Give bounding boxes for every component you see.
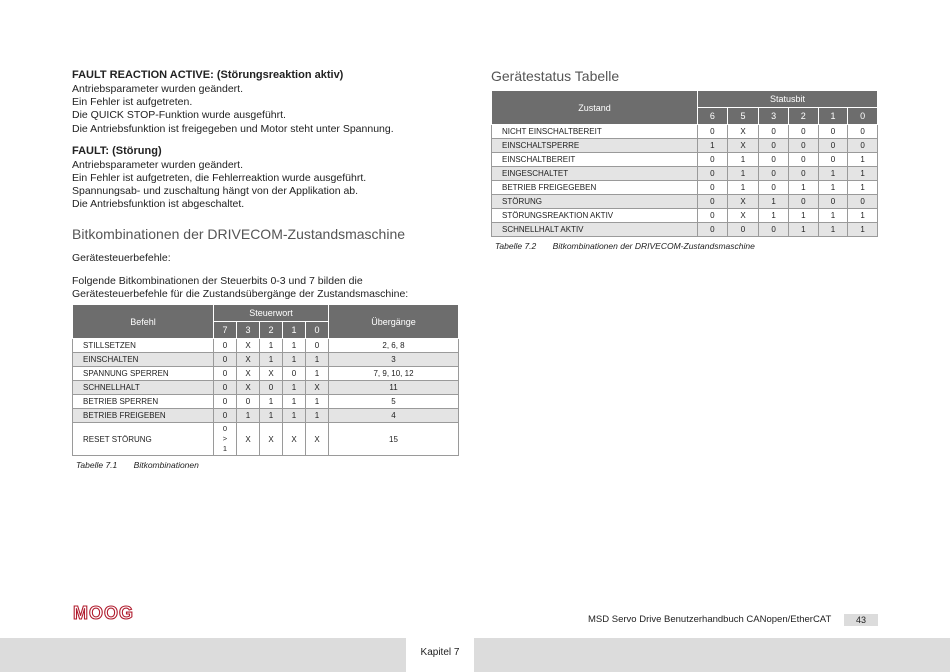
col-zustand: Zustand [492,91,698,125]
left-column [72,68,459,470]
bit-header: 2 [260,322,283,339]
bit-cell: 0 [788,125,818,139]
bit-cell: X [237,367,260,381]
bit-cell: 1 [306,409,329,423]
bit-cell: X [283,423,306,456]
bit-cell: 1 [698,139,728,153]
fault-line: Ein Fehler ist aufgetreten, die Fehlerreaktion wurde ausgeführt. [72,172,367,185]
fault-reaction-line: Ein Fehler ist aufgetreten. [72,96,193,109]
bit-cell: X [727,139,759,153]
bit-cell: 1 [759,209,789,223]
bit-header: 7 [214,322,237,339]
bit-cell: 0 [818,139,848,153]
state-cell: NICHT EINSCHALTBEREIT [492,125,698,139]
moog-logo-mark [73,604,157,622]
status-table [491,90,878,237]
bit-section-body: Folgende Bitkombinationen der Steuerbits 0-3 und 7 bilden die Gerätesteuerbefehle für die Zustandsübergänge der Zustandsmaschine: [72,274,409,301]
bit-cell: 0 [788,167,818,181]
bit-cell-stacked [214,423,237,456]
bit-cell: 1 [727,153,759,167]
bit-header: 6 [698,108,728,125]
bit-cell: 1 [848,181,878,195]
table-row [73,409,459,423]
table-caption [495,241,878,251]
footer-bar [0,638,950,672]
state-cell: BETRIEB FREIGEGEBEN [492,181,698,195]
bit-header: 3 [759,108,789,125]
chapter-tab: Kapitel 7 [406,638,474,672]
bit-cell: 0 [698,223,728,237]
bit-cell: 1 [283,409,306,423]
bit-cell: 1 [848,209,878,223]
transition-cell: 15 [329,423,459,456]
bit-header: 3 [237,322,260,339]
command-cell: BETRIEB FREIGEBEN [73,409,214,423]
bit-cell: 0 [759,153,789,167]
transition-cell: 3 [329,353,459,367]
table-row [492,223,878,237]
bit-cell: 1 [818,209,848,223]
table-row [492,125,878,139]
bit-cell: 1 [260,395,283,409]
table-row [73,367,459,381]
state-cell: EINSCHALTBEREIT [492,153,698,167]
bit-cell: 0 [788,153,818,167]
page-number: 43 [844,614,878,626]
bit-cell: X [260,367,283,381]
bit-cell: X [237,353,260,367]
bit-cell: 0 [818,195,848,209]
transition-cell: 5 [329,395,459,409]
table-row [73,423,459,456]
bit-header: 2 [788,108,818,125]
bit-cell: 1 [237,409,260,423]
bit-cell: 0 [698,125,728,139]
table-caption [76,460,459,470]
bit-cell: 0 [759,223,789,237]
transition-cell: 11 [329,381,459,395]
bit-cell: X [727,125,759,139]
state-cell: SCHNELLHALT AKTIV [492,223,698,237]
table-row [73,395,459,409]
moog-logo [73,604,157,627]
bit-cell: 1 [306,367,329,381]
control-word-table [72,304,459,456]
bit-cell: 1 [818,167,848,181]
table-row [492,209,878,223]
bit-cell: 1 [848,153,878,167]
bit-header: 0 [306,322,329,339]
state-cell: EINSCHALTSPERRE [492,139,698,153]
col-steuerwort: Steuerwort [214,305,329,322]
bit-cell: 0 [214,339,237,353]
bit-cell: 1 [788,209,818,223]
col-uebergaenge: Übergänge [329,305,459,339]
bit-cell: 0 [759,139,789,153]
fault-block [72,144,459,212]
table-row [73,339,459,353]
bit-cell: 0 [848,195,878,209]
bit-cell: 0 [818,125,848,139]
stacked-value: 1 [222,444,228,454]
command-cell: RESET STÖRUNG [73,423,214,456]
state-cell: EINGESCHALTET [492,167,698,181]
bit-header: 1 [818,108,848,125]
caption-number: Tabelle 7.2 [495,241,537,251]
state-cell: STÖRUNGSREAKTION AKTIV [492,209,698,223]
bit-cell: 0 [698,195,728,209]
bit-cell: 1 [759,195,789,209]
transition-cell: 4 [329,409,459,423]
table-row [492,195,878,209]
command-cell: STILLSETZEN [73,339,214,353]
bit-cell: 0 [788,195,818,209]
table-row [492,181,878,195]
fault-reaction-line: Die QUICK STOP-Funktion wurde ausgeführt. [72,109,286,122]
fault-reaction-line: Antriebsparameter wurden geändert. [72,83,244,95]
bit-cell: 1 [727,167,759,181]
bit-cell: 0 [759,167,789,181]
bit-cell: 1 [818,181,848,195]
bit-cell: X [260,423,283,456]
bit-cell: 0 [698,181,728,195]
caption-text: Bitkombinationen der DRIVECOM-Zustandsmaschine [552,241,755,251]
bit-section-intro: Gerätesteuerbefehle: [72,251,171,264]
table-row [492,167,878,181]
bit-header: 0 [848,108,878,125]
caption-number: Tabelle 7.1 [76,460,118,471]
bit-cell: 1 [260,353,283,367]
logo-text: MOOG [73,604,134,622]
state-cell: STÖRUNG [492,195,698,209]
bit-cell: X [237,381,260,395]
bit-cell: 1 [283,381,306,395]
fault-title: FAULT: (Störung) [72,144,162,157]
fault-reaction-block [72,68,459,136]
bit-cell: 1 [306,353,329,367]
table-row [492,139,878,153]
bit-cell: 0 [788,139,818,153]
command-cell: SCHNELLHALT [73,381,214,395]
table-row [73,353,459,367]
document-title: MSD Servo Drive Benutzerhandbuch CANopen/EtherCAT [588,614,832,625]
right-column [491,68,878,251]
bit-cell: 0 [698,167,728,181]
bit-cell: 1 [306,395,329,409]
bit-section-heading: Bitkombinationen der DRIVECOM-Zustandsmaschine [72,225,406,242]
transition-cell: 7, 9, 10, 12 [329,367,459,381]
fault-line: Die Antriebsfunktion ist abgeschaltet. [72,198,245,211]
bit-cell: 0 [214,353,237,367]
col-befehl: Befehl [73,305,214,339]
bit-cell: 0 [214,409,237,423]
bit-cell: 0 [727,223,759,237]
bit-cell: 1 [788,223,818,237]
command-cell: EINSCHALTEN [73,353,214,367]
table-row [492,153,878,167]
bit-cell: 1 [848,167,878,181]
bit-cell: 0 [237,395,260,409]
bit-cell: 1 [260,339,283,353]
bit-cell: X [237,423,260,456]
bit-cell: 0 [818,153,848,167]
bit-cell: 0 [698,153,728,167]
bit-cell: X [237,339,260,353]
bit-cell: 0 [214,381,237,395]
bit-cell: 1 [727,181,759,195]
bit-cell: 1 [283,339,306,353]
bit-cell: 0 [848,125,878,139]
bit-cell: 0 [759,125,789,139]
bit-cell: 0 [214,367,237,381]
caption-text: Bitkombinationen [133,460,199,471]
fault-reaction-line: Die Antriebsfunktion ist freigegeben und Motor steht unter Spannung. [72,122,394,135]
bit-cell: X [727,209,759,223]
table-row [73,381,459,395]
fault-reaction-title: FAULT REACTION ACTIVE: (Störungsreaktion aktiv) [72,69,344,81]
bit-cell: 0 [283,367,306,381]
bit-cell: X [306,423,329,456]
bit-cell: 1 [260,409,283,423]
command-cell: SPANNUNG SPERREN [73,367,214,381]
bit-cell: 1 [818,223,848,237]
bit-cell: X [306,381,329,395]
transition-cell: 2, 6, 8 [329,339,459,353]
fault-line: Antriebsparameter wurden geändert. [72,158,244,171]
bit-cell: 1 [848,223,878,237]
bit-cell: 0 [698,209,728,223]
bit-cell: 1 [788,181,818,195]
col-statusbit: Statusbit [698,91,878,108]
stacked-value: > [222,434,228,444]
bit-header: 5 [727,108,759,125]
bit-cell: 0 [848,139,878,153]
bit-header: 1 [283,322,306,339]
bit-cell: 0 [759,181,789,195]
bit-cell: 1 [283,353,306,367]
bit-cell: 1 [283,395,306,409]
stacked-value: 0 [222,424,228,434]
bit-cell: 0 [214,395,237,409]
fault-line: Spannungsab- und zuschaltung hängt von der Applikation ab. [72,185,359,198]
bit-cell: 0 [260,381,283,395]
bit-cell: 0 [306,339,329,353]
command-cell: BETRIEB SPERREN [73,395,214,409]
bit-cell: X [727,195,759,209]
status-section-heading: Gerätestatus Tabelle [491,68,620,84]
